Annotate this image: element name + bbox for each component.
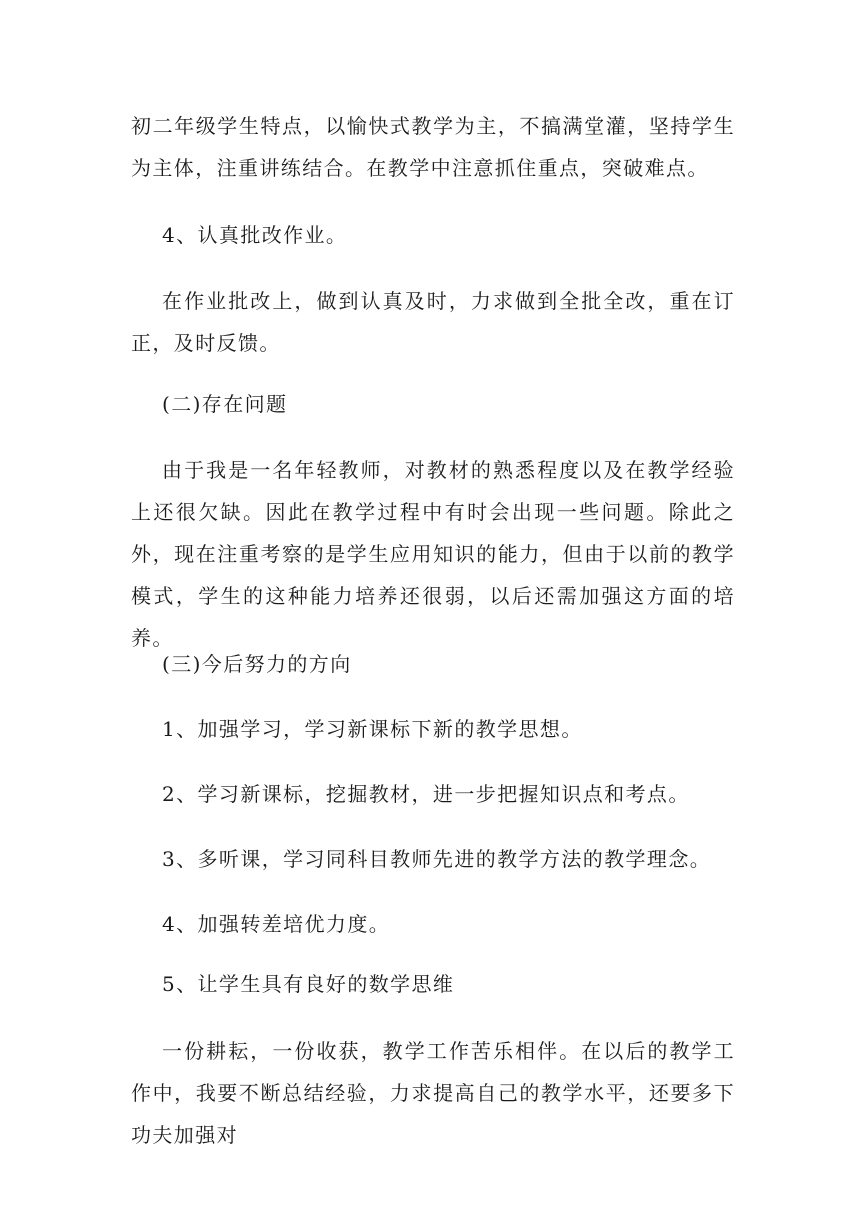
paragraph-conclusion: 一份耕耘，一份收获，教学工作苦乐相伴。在以后的教学工作中，我要不断总结经验，力求提高自己的教学水平，还要多下功夫加强对 bbox=[131, 1039, 735, 1147]
list-item-1: 1、加强学习，学习新课标下新的教学思想。 bbox=[162, 717, 583, 741]
list-item-4: 4、加强转差培优力度。 bbox=[162, 912, 391, 936]
list-item-3: 3、多听课，学习同科目教师先进的教学方法的教学理念。 bbox=[162, 847, 712, 871]
section-heading-problems: (二)存在问题 bbox=[162, 392, 288, 416]
paragraph-homework: 在作业批改上，做到认真及时，力求做到全批全改，重在订正，及时反馈。 bbox=[131, 289, 735, 355]
section-heading-direction: (三)今后努力的方向 bbox=[162, 652, 352, 676]
paragraph-problems: 由于我是一名年轻教师，对教材的熟悉程度以及在教学经验上还很欠缺。因此在教学过程中有时会出现一些问题。除此之外，现在注重考察的是学生应用知识的能力，但由于以前的教学模式，学生的这种能力培养还很弱，以后还需加强这方面的培养。 bbox=[131, 458, 735, 650]
list-item-2: 2、学习新课标，挖掘教材，进一步把握知识点和考点。 bbox=[162, 782, 690, 806]
item-heading-4: 4、认真批改作业。 bbox=[162, 223, 348, 247]
paragraph-continuation: 初二年级学生特点，以愉快式教学为主，不搞满堂灌，坚持学生为主体，注重讲练结合。在教学中注意抓住重点，突破难点。 bbox=[131, 114, 735, 180]
list-item-5: 5、让学生具有良好的数学思维 bbox=[162, 972, 455, 996]
